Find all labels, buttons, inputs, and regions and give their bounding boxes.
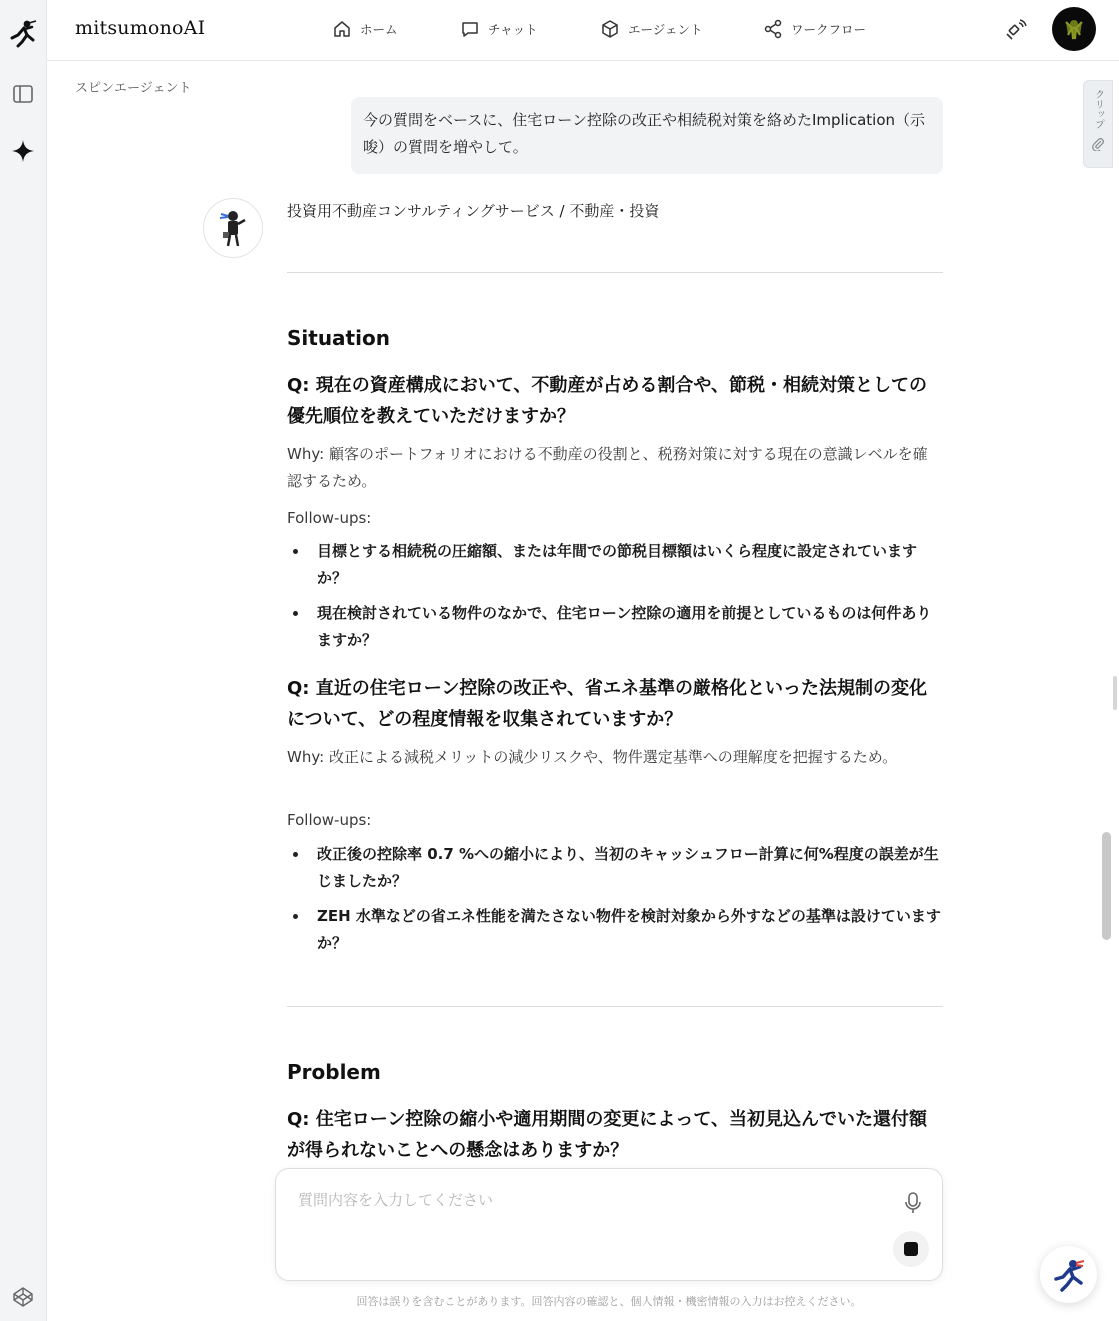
breadcrumb: スピンエージェント [75,81,192,96]
clip-tab[interactable] [1083,80,1113,168]
followups-label: Follow-ups: [287,509,372,527]
user-message-bubble [351,97,943,174]
followups-label: Follow-ups: [287,811,372,829]
brand-name[interactable]: mitsumonoAI [75,17,206,39]
microphone-icon[interactable] [903,1191,923,1215]
left-rail [0,0,47,1321]
share-nodes-icon [763,19,783,39]
nav-agent[interactable] [600,17,703,41]
agent-response [287,198,943,1164]
chat-icon [460,19,480,39]
followup-item: 改正後の控除率 0.7 %への縮小により、当初のキャッシュフロー計算に何%程度の誤差が生じましたか？ [287,841,943,895]
codepen-icon[interactable] [8,1282,38,1312]
agent-response-title: 投資用不動産コンサルティングサービス / 不動産・投資 [287,202,660,220]
divider [287,272,943,273]
sparkle-icon[interactable] [8,136,38,166]
question-why: Why: 顧客のポートフォリオにおける不動産の役割と、税務対策に対する現在の意識レベルを確認するため。 [287,445,928,490]
home-icon [332,19,352,39]
paperclip-icon [1091,137,1105,151]
agent-avatar [203,198,263,258]
question-heading: Q: 現在の資産構成において、不動産が占める割合や、節税・相続対策としての優先順位を教えていただけますか？ [287,375,928,427]
question-heading: Q: 直近の住宅ローン控除の改正や、省エネ基準の厳格化といった法規制の変化について、どの程度情報を収集されていますか？ [287,678,928,730]
section-heading-situation: Situation [287,326,390,350]
chat-composer [275,1168,943,1281]
ninja-logo-icon[interactable] [8,18,38,48]
stop-icon [904,1242,918,1256]
nav-home[interactable] [332,17,398,41]
top-header [47,0,1119,61]
clip-tab-label: クリップ [1092,89,1104,129]
question-why: Why: 改正による減税メリットの減少リスクや、物件選定基準への理解度を把握するため。 [287,748,898,766]
question-heading: Q: 住宅ローン控除の縮小や適用期間の変更によって、当初見込んでいた還付額が得られないことへの懸念はありますか？ [287,1109,928,1161]
followup-item: ZEH 水準などの省エネ性能を満たさない物件を検討対象から外すなどの基準は設けていますか？ [287,903,943,957]
sidebar-toggle-icon[interactable] [8,79,38,109]
followup-item: 目標とする相続税の圧縮額、または年間での節税目標額はいくら程度に設定されていますか？ [287,538,943,592]
nav-chat-label: チャット [488,22,538,37]
followups-list [287,841,943,957]
nav-workflow-label: ワークフロー [791,22,867,37]
stop-button[interactable] [893,1231,929,1267]
section-heading-problem: Problem [287,1060,381,1084]
nav-chat[interactable] [460,17,538,41]
followups-list [287,538,943,654]
cube-icon [600,19,620,39]
scrollbar-thumb[interactable] [1102,832,1111,940]
assistant-fab-button[interactable] [1040,1246,1097,1303]
ninja-mascot-icon [1051,1257,1087,1293]
nav-agent-label: エージェント [628,22,703,37]
nav-home-label: ホーム [360,22,398,37]
user-avatar[interactable] [1052,7,1096,51]
user-message-text: 今の質問をベースに、住宅ローン控除の改正や相続税対策を絡めたImplication（示唆）の質問を増やして。 [363,111,926,156]
disclaimer-text: 回答は誤りを含むことがあります。回答内容の確認と、個人情報・機密情報の入力はお控えください。 [356,1295,862,1308]
nav-workflow[interactable] [763,17,866,41]
satellite-icon[interactable] [1004,18,1028,42]
question-input[interactable] [298,1187,858,1213]
followup-item: 現在検討されている物件のなかで、住宅ローン控除の適用を前提としているものは何件ありますか？ [287,600,943,654]
divider [287,1006,943,1007]
resize-handle[interactable] [1113,676,1117,710]
